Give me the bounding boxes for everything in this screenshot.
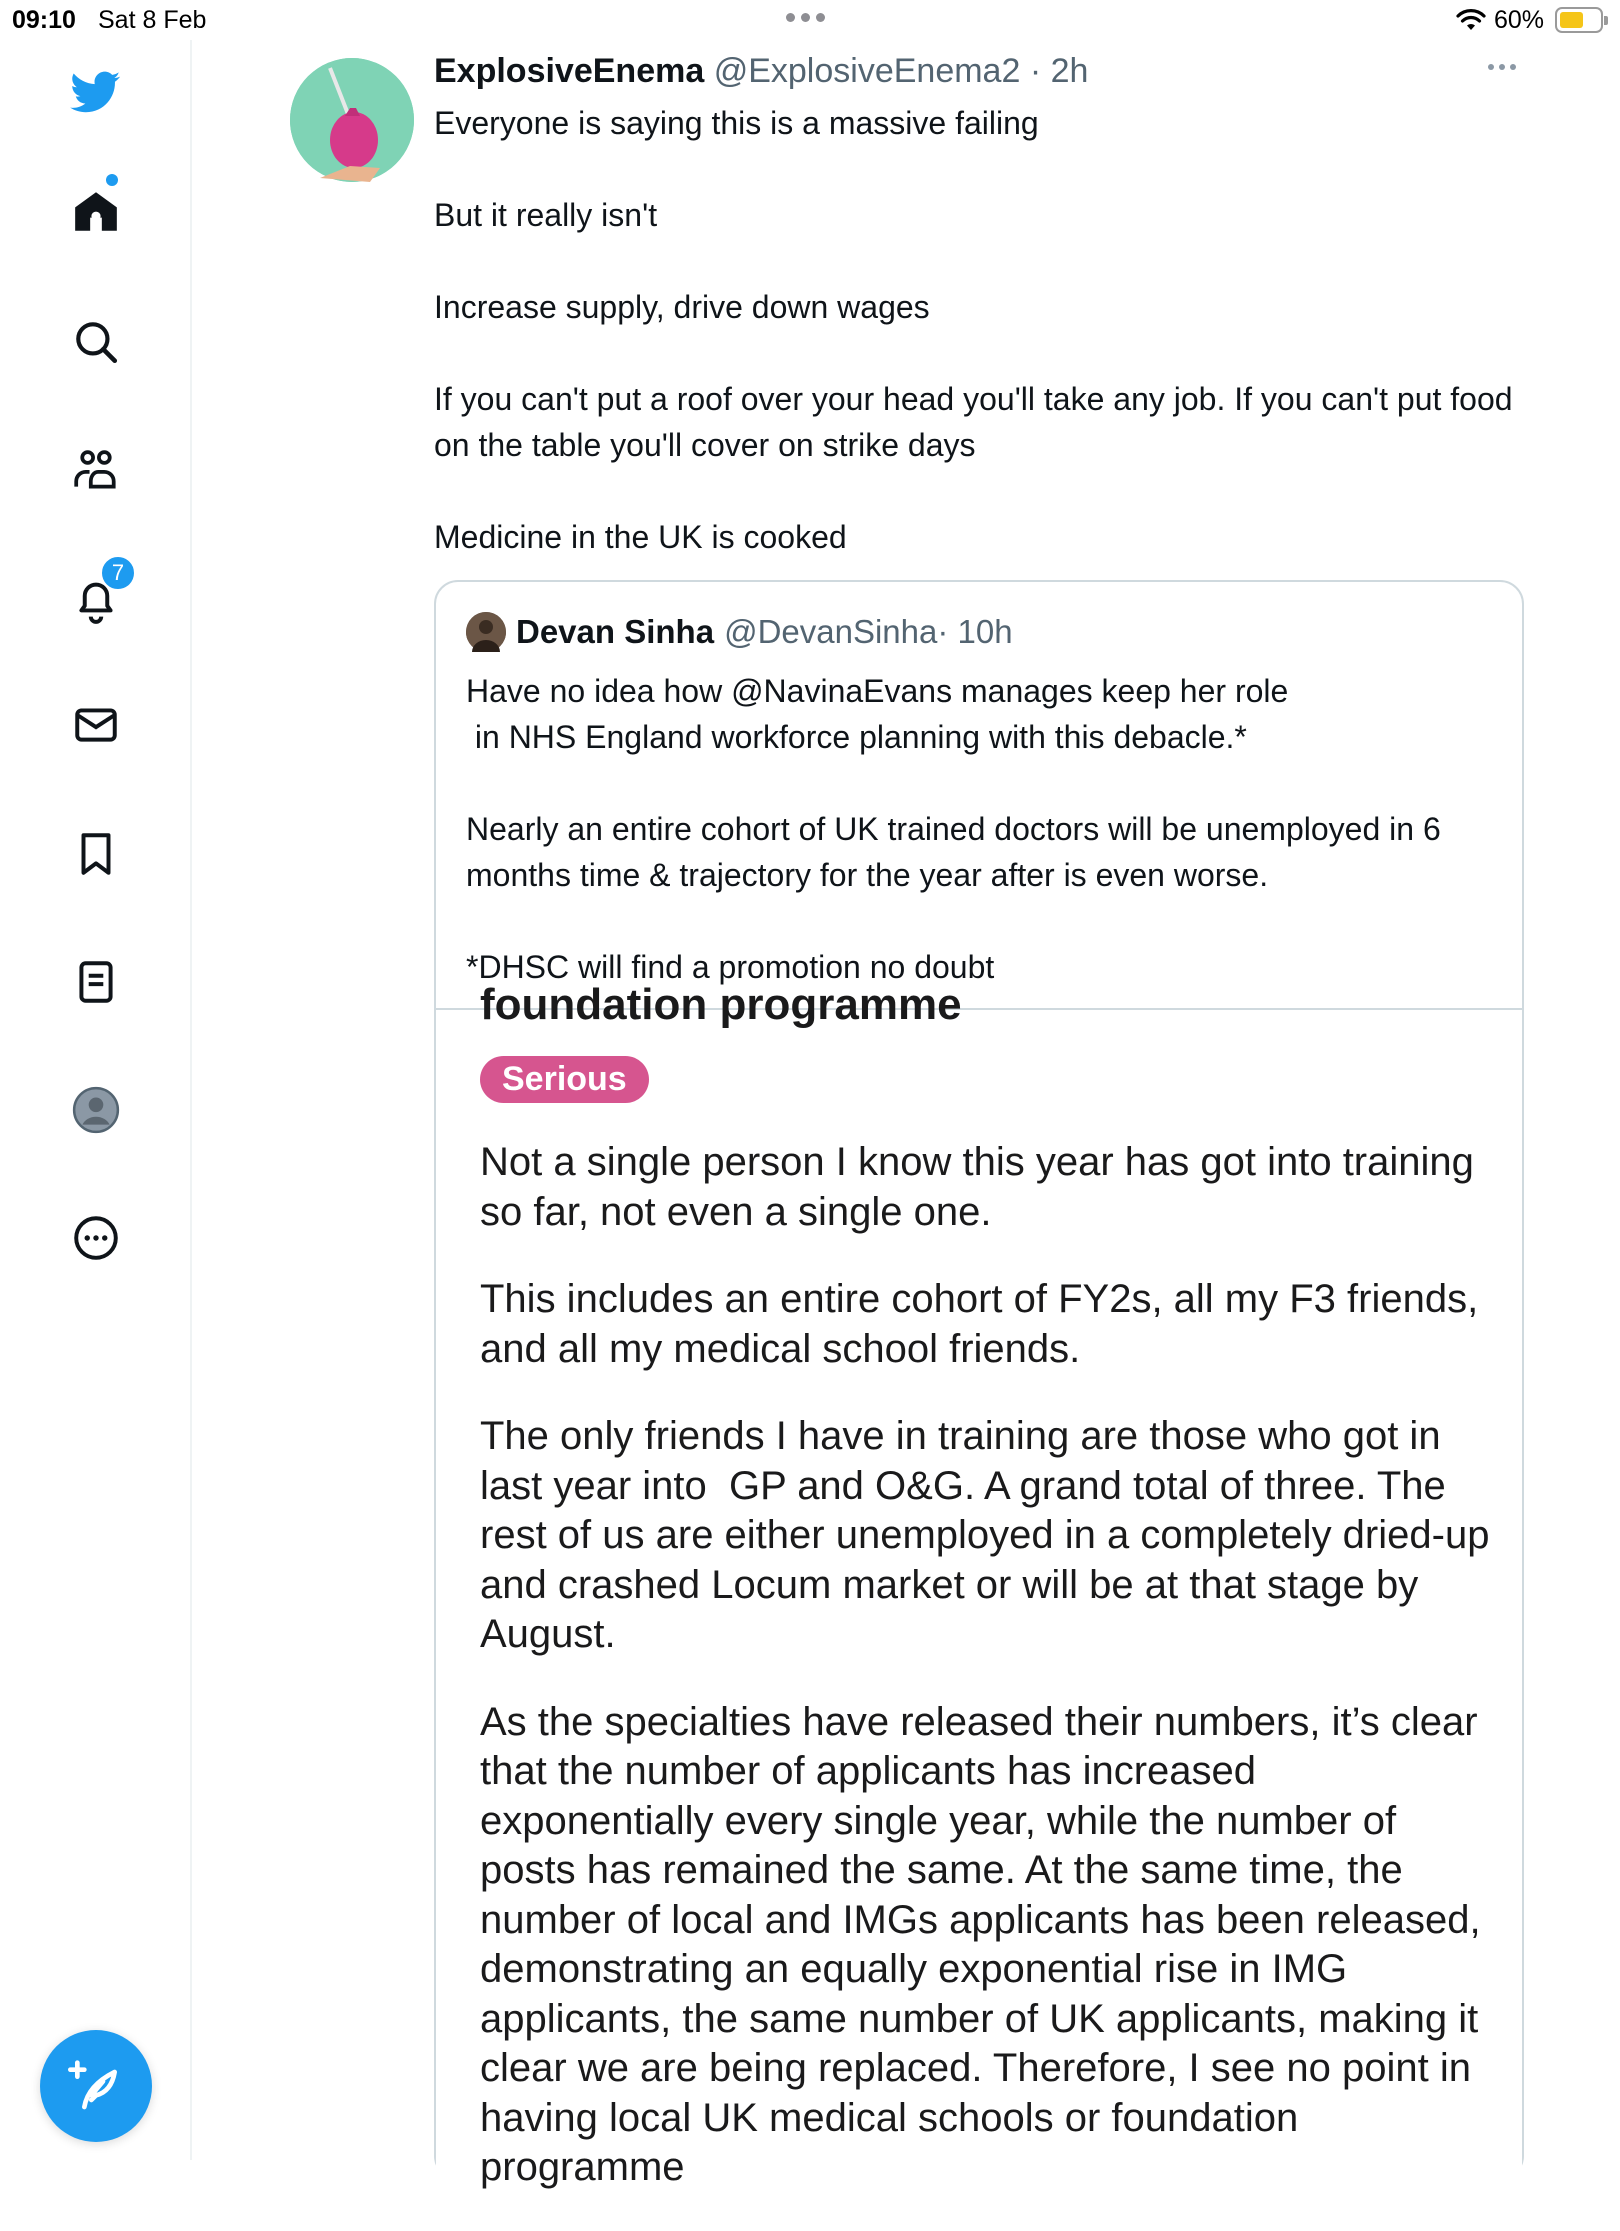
- quoted-tweet[interactable]: [434, 580, 1524, 2189]
- tweet-author-handle[interactable]: @ExplosiveEnema2: [713, 52, 1021, 90]
- battery-percent: 60%: [1494, 6, 1545, 34]
- quoted-line: Have no idea how @NavinaEvans manages keep her role in NHS England workforce planning with this debacle.*: [466, 673, 1289, 755]
- tweet-author-name[interactable]: ExplosiveEnema: [434, 52, 705, 90]
- quoted-line: Nearly an entire cohort of UK trained doctors will be unemployed in 6 months time & trajectory for the year after is even worse.: [466, 811, 1441, 893]
- quoted-timestamp: · 10h: [937, 613, 1013, 650]
- wifi-icon: [1456, 6, 1486, 32]
- quoted-author-name: Devan Sinha: [516, 613, 715, 650]
- quoted-screenshot-image[interactable]: [436, 980, 1522, 2190]
- twitter-logo-icon[interactable]: [66, 62, 126, 122]
- post-paragraph: Not a single person I know this year has got into training so far, not even a single one.: [480, 1140, 1474, 1234]
- tweet-more-icon[interactable]: [1488, 60, 1520, 74]
- screenshot-post-title: foundation programme: [480, 980, 962, 1029]
- messages-envelope-icon[interactable]: [66, 695, 126, 755]
- post-paragraph: The only friends I have in training are those who got in last year into GP and O&G. A grand total of three. The rest of us are either unemployed in a completely dried-up and crashed Locum market or will be at that stage by August.: [480, 1414, 1501, 1656]
- screenshot-post-body: [480, 1138, 1501, 2231]
- compose-feather-icon: [68, 2058, 124, 2114]
- tweet-line: But it really isn't: [434, 197, 658, 233]
- lists-icon[interactable]: [66, 952, 126, 1012]
- tweet-text: [434, 100, 1514, 560]
- tweet-line: Medicine in the UK is cooked: [434, 519, 847, 555]
- home-unread-dot: [106, 174, 118, 186]
- multitasking-dots-icon[interactable]: [786, 13, 825, 22]
- post-paragraph: As the specialties have released their numbers, it’s clear that the number of applicants has increased exponentially every single year, while the number of posts has remained the same. At the same time, the number of local and IMGs applicants has been released, demonstrating an equally exponential rise in IMG applicants, the same number of UK applicants, making it clear we are being replaced. Therefore, I see no point in having local UK medical schools or foundation programme: [480, 1699, 1481, 2189]
- sidebar-nav: [0, 40, 192, 2160]
- quoted-line: *DHSC will find a promotion no doubt: [466, 949, 995, 985]
- status-time: 09:10: [12, 6, 76, 34]
- quoted-author-avatar: [466, 612, 506, 652]
- battery-icon: [1555, 7, 1603, 33]
- compose-tweet-button[interactable]: [40, 2030, 152, 2142]
- communities-icon[interactable]: [66, 440, 126, 500]
- more-options-icon[interactable]: [66, 1208, 126, 1268]
- quoted-tweet-header: [466, 612, 1013, 652]
- tweet-header: [434, 52, 1088, 91]
- tweet-line: If you can't put a roof over your head you'll take any job. If you can't put food on the table you'll cover on strike days: [434, 381, 1513, 463]
- bookmarks-icon[interactable]: [66, 824, 126, 884]
- quoted-tweet-text: [466, 668, 1516, 990]
- quoted-author-handle: @DevanSinha: [724, 613, 938, 650]
- tweet-line: Increase supply, drive down wages: [434, 289, 930, 325]
- post-flair-badge: Serious: [480, 1056, 649, 1103]
- status-bar: [0, 0, 1620, 40]
- tweet-timestamp[interactable]: · 2h: [1020, 52, 1089, 90]
- tweet-line: Everyone is saying this is a massive failing: [434, 105, 1039, 141]
- search-icon[interactable]: [66, 312, 126, 372]
- post-paragraph: This includes an entire cohort of FY2s, all my F3 friends, and all my medical school friends.: [480, 1277, 1479, 1371]
- status-date: Sat 8 Feb: [98, 6, 207, 34]
- profile-avatar-icon[interactable]: [66, 1080, 126, 1140]
- tweet-author-avatar[interactable]: [290, 58, 414, 182]
- notification-count-badge: 7: [100, 555, 136, 591]
- home-icon[interactable]: [66, 182, 126, 242]
